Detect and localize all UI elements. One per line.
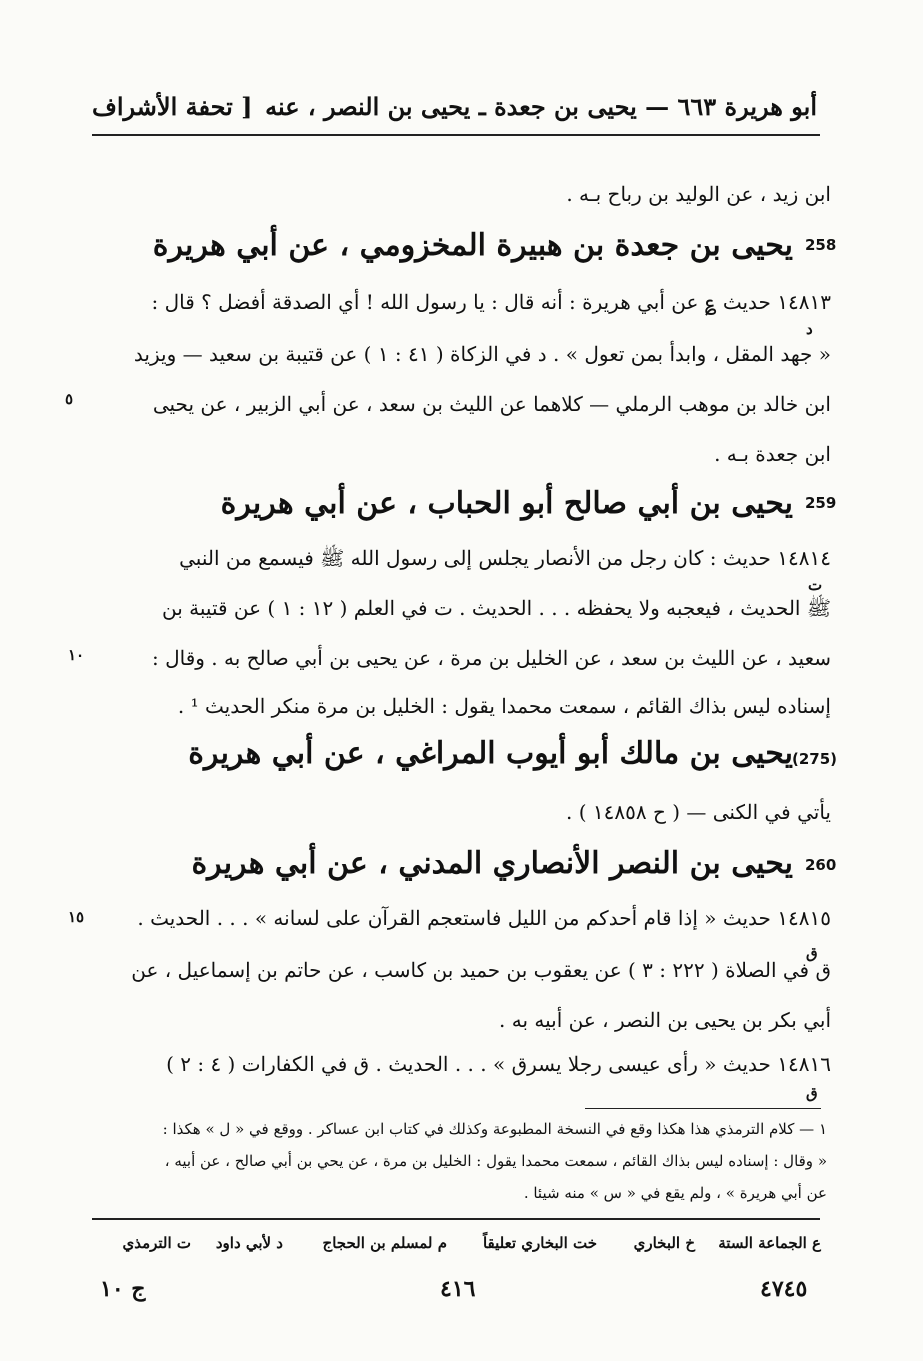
footnote-rule [585,1108,821,1109]
text-line: ابن جعدة بـه . [714,442,831,466]
section-number: 258 [805,236,837,254]
section-title: يحيى بن جعدة بن هبيرة المخزومي ، عن أبي هريرة [152,228,793,263]
hadith-line: ١٤٨١٦ حديث « رأى عيسى رجلا يسرق » . . . الحديث . ق في الكفارات ( ٤ : ٢ ) [166,1052,831,1076]
legend-item: خ البخاري [633,1234,695,1252]
footnote-line: عن أبي هريرة » ، ولم يقع في « س » منه شيئا . [523,1184,827,1202]
header-book-title: [ تحفة الأشراف [92,92,253,121]
header-title: أبو هريرة ٦٦٣ — يحيى بن جعدة ـ يحيى بن النصر ، عنه [265,92,817,121]
footer-rule [92,1218,820,1220]
margin-siglum: ق [806,1084,818,1102]
line-number: ١٥ [68,908,85,926]
page-number: ٤١٦ [440,1276,476,1302]
volume-number: ج ١٠ [100,1276,146,1302]
text-line: إسناده ليس بذاك القائم ، سمعت محمدا يقول : الخليل بن مرة منكر الحديث ¹ . [177,694,831,718]
text-line: يأتي في الكنى — ( ح ١٤٨٥٨ ) . [566,800,831,824]
section-title: يحيى بن مالك أبو أيوب المراغي ، عن أبي هريرة [188,736,793,771]
text-line: سعيد ، عن الليث بن سعد ، عن الخليل بن مرة ، عن يحيى بن أبي صالح به . وقال : [151,646,831,670]
legend-item: م لمسلم بن الحجاج [322,1234,447,1252]
text-line: ابن خالد بن موهب الرملي — كلاهما عن الليث بن سعد ، عن أبي الزبير ، عن يحيى [152,392,831,416]
hadith-line: ١٤٨١٣ حديث ؏ عن أبي هريرة : أنه قال : يا رسول الله ! أي الصدقة أفضل ؟ قال : [151,290,831,314]
text-line: ابن زيد ، عن الوليد بن رباح بـه . [566,182,831,206]
section-number: 260 [805,856,837,874]
text-line: ق في الصلاة ( ٢٢٢ : ٣ ) عن يعقوب بن حميد بن كاسب ، عن حاتم بن إسماعيل ، عن [131,958,831,982]
footnote-line: « وقال : إسناده ليس بذاك القائم ، سمعت محمدا يقول : الخليل بن مرة ، عن يحي بن أبي صالح ، عن أبيه ، [164,1152,827,1170]
legend-item: د لأبي داود [215,1234,283,1252]
running-header [92,92,817,126]
line-number: ١٠ [68,646,85,664]
text-line: « جهد المقل ، وابدأ بمن تعول » . د في الزكاة ( ٤١ : ١ ) عن قتيبة بن سعيد — ويزيد [133,342,831,366]
margin-siglum: ق [806,944,818,962]
section-number: 259 [805,494,837,512]
hadith-line: ١٤٨١٤ حديث : كان رجل من الأنصار يجلس إلى رسول الله ﷺ فيسمع من النبي [179,546,831,570]
section-title: يحيى بن أبي صالح أبو الحباب ، عن أبي هريرة [220,486,793,521]
legend-item: خت البخاري تعليقاً [482,1234,597,1252]
header-rule [92,134,820,136]
legend-item: ع الجماعة الستة [718,1234,821,1252]
hadith-line: ١٤٨١٥ حديث « إذا قام أحدكم من الليل فاستعجم القرآن على لسانه » . . . الحديث . [137,906,831,930]
legend-item: ت الترمذي [122,1234,191,1252]
hadith-range-number: ٤٧٤٥ [760,1276,808,1302]
text-line: ﷺ الحديث ، فيعجبه ولا يحفظه . . . الحديث . ت في العلم ( ١٢ : ١ ) عن قتيبة بن [162,596,831,620]
text-line: أبي بكر بن يحيى بن النصر ، عن أبيه به . [499,1008,831,1032]
margin-siglum: د [806,320,813,338]
margin-siglum: ت [808,576,823,594]
section-title: يحيى بن النصر الأنصاري المدني ، عن أبي هريرة [191,846,793,881]
line-number: ٥ [65,390,74,408]
footnote-line: ١ — كلام الترمذي هذا هكذا وقع في النسخة المطبوعة وكذلك في كتاب ابن عساكر . ووقع في « ل » هكذا : [162,1120,827,1138]
section-number: (275) [792,750,838,768]
